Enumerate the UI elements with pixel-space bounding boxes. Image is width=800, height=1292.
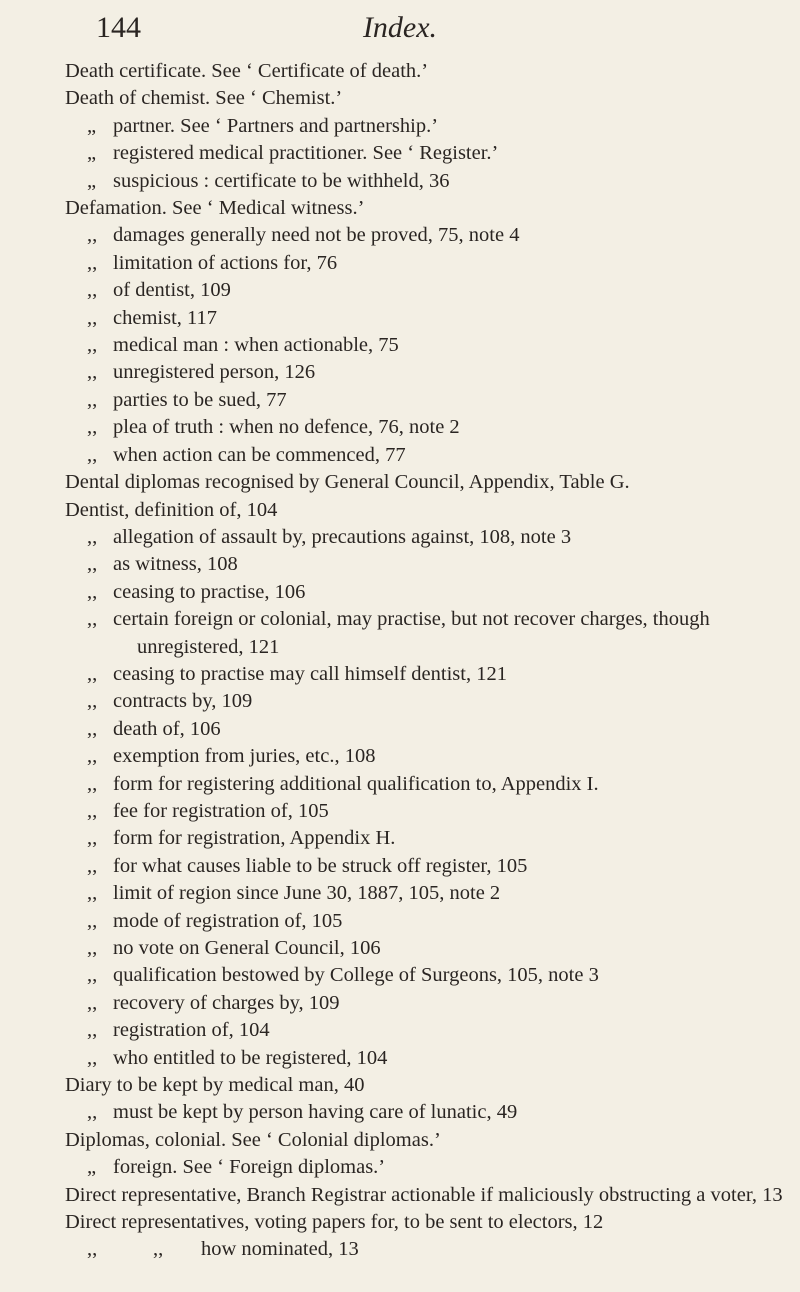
index-entry [65, 58, 785, 85]
entry-text: contracts by, 109 [113, 690, 253, 713]
entry-text: plea of truth : when no defence, 76, note 2 [113, 416, 460, 439]
entry-text: allegation of assault by, precautions against, 108, note 3 [113, 525, 572, 548]
entry-text: exemption from juries, etc., 108 [113, 745, 376, 768]
index-entry [65, 1154, 785, 1181]
index-entry [65, 579, 785, 606]
entry-text: Diplomas, colonial. See ‘ Colonial diplomas.’ [65, 1128, 441, 1151]
index-entry [65, 1209, 785, 1236]
index-entry [65, 962, 785, 989]
entry-text: limitation of actions for, 76 [113, 251, 338, 274]
index-entry [65, 716, 785, 743]
entry-text: death of, 106 [113, 717, 221, 740]
index-entry [65, 771, 785, 798]
ditto-mark: „ [87, 1156, 97, 1179]
index-entry [65, 359, 785, 386]
ditto-mark: ,, [87, 553, 98, 576]
index-entry [65, 935, 785, 962]
index-entry [65, 1127, 785, 1154]
entry-text: partner. See ‘ Partners and partnership.’ [113, 114, 439, 137]
entry-text: parties to be sued, 77 [113, 388, 287, 411]
ditto-mark: ,, [87, 964, 98, 987]
entry-text: suspicious : certificate to be withheld, 36 [113, 169, 450, 192]
ditto-mark: ,, [87, 745, 98, 768]
ditto-mark: ,, [87, 361, 98, 384]
index-entry [65, 469, 785, 496]
ditto-mark: ,, [87, 662, 98, 685]
ditto-mark: ,, [87, 1101, 98, 1124]
ditto-mark: „ [87, 142, 97, 165]
ditto-mark: ,, [87, 909, 98, 932]
index-entry [65, 222, 785, 249]
ditto-mark: ,, [87, 1019, 98, 1042]
entry-text: Death certificate. See ‘ Certificate of death.’ [65, 60, 429, 82]
page-header [96, 8, 704, 48]
ditto-mark: „ [87, 114, 97, 137]
ditto-mark: ,, [87, 772, 98, 795]
index-entry [65, 606, 785, 661]
entry-text: must be kept by person having care of lunatic, 49 [113, 1101, 518, 1124]
entry-text: registration of, 104 [113, 1019, 270, 1042]
ditto-mark: ,, [87, 1046, 98, 1069]
index-entry [65, 908, 785, 935]
entry-text: fee for registration of, 105 [113, 799, 329, 822]
ditto-mark: ,, [87, 690, 98, 713]
ditto-mark: ,, [87, 937, 98, 959]
entry-text: Direct representatives, voting papers for, to be sent to electors, 12 [65, 1211, 604, 1234]
index-entry [65, 1236, 785, 1263]
index-entry [65, 551, 785, 578]
entry-text: Defamation. See ‘ Medical witness.’ [65, 197, 365, 220]
entry-text: qualification bestowed by College of Surgeons, 105, note 3 [113, 964, 599, 987]
entry-text: medical man : when actionable, 75 [113, 334, 399, 357]
page-number: 144 [96, 11, 141, 44]
index-entry [65, 387, 785, 414]
index-entry [65, 113, 785, 140]
entry-text: Dentist, definition of, 104 [65, 498, 278, 521]
ditto-mark: ,, [87, 882, 98, 905]
index-entry [65, 743, 785, 770]
ditto-mark: ,, [87, 525, 98, 548]
entry-text: as witness, 108 [113, 553, 238, 576]
ditto-mark: „ [87, 169, 97, 192]
entry-text: limit of region since June 30, 1887, 105, note 2 [113, 882, 501, 905]
index-entry [65, 168, 785, 195]
ditto-mark: ,, [87, 717, 98, 740]
index-entry [65, 825, 785, 852]
entry-text: ceasing to practise, 106 [113, 580, 306, 603]
index-entry [65, 497, 785, 524]
entry-text: unregistered person, 126 [113, 361, 316, 384]
entry-text: form for registering additional qualification to, Appendix I. [113, 772, 599, 795]
entry-text: ceasing to practise may call himself dentist, 121 [113, 662, 507, 685]
ditto-mark: ,, [87, 854, 98, 877]
ditto-mark: ,, [87, 443, 98, 466]
index-entry [65, 798, 785, 825]
index-entry [65, 414, 785, 441]
ditto-mark: ,, [153, 1238, 164, 1261]
index-entry [65, 688, 785, 715]
entry-text: who entitled to be registered, 104 [113, 1046, 388, 1069]
index-entry [65, 661, 785, 688]
entry-text: mode of registration of, 105 [113, 909, 343, 932]
index-entry [65, 140, 785, 167]
index-entry [65, 1017, 785, 1044]
index-entry [65, 990, 785, 1017]
ditto-mark: ,, [87, 388, 98, 411]
index-entry [65, 524, 785, 551]
entry-text: how nominated, 13 [201, 1238, 359, 1261]
index-entry [65, 305, 785, 332]
index-entry [65, 1045, 785, 1072]
ditto-mark: ,, [87, 1238, 98, 1261]
running-title: Index. [362, 11, 438, 44]
ditto-mark: ,, [87, 416, 98, 439]
entry-text: Death of chemist. See ‘ Chemist.’ [65, 87, 343, 110]
ditto-mark: ,, [87, 991, 98, 1014]
ditto-mark: ,, [87, 608, 98, 631]
entry-text: no vote on General Council, 106 [113, 937, 381, 959]
entry-text: recovery of charges by, 109 [113, 991, 340, 1014]
ditto-mark: ,, [87, 580, 98, 603]
index-entry [65, 195, 785, 222]
index-entry [65, 332, 785, 359]
entry-text: Diary to be kept by medical man, 40 [65, 1074, 365, 1097]
entry-text: certain foreign or colonial, may practise, but not recover charges, though unregistered, 121 [113, 608, 710, 658]
entry-text: registered medical practitioner. See ‘ Register.’ [113, 142, 499, 165]
ditto-mark: ,, [87, 306, 98, 329]
ditto-mark: ,, [87, 279, 98, 302]
index-entry [65, 880, 785, 907]
ditto-mark: ,, [87, 251, 98, 274]
entry-text: when action can be commenced, 77 [113, 443, 406, 466]
index-entry [65, 1099, 785, 1126]
index-entry [65, 442, 785, 469]
entry-text: foreign. See ‘ Foreign diplomas.’ [113, 1156, 386, 1179]
index-list [65, 58, 785, 1264]
ditto-mark: ,, [87, 799, 98, 822]
ditto-mark: ,, [87, 224, 98, 247]
index-entry [65, 85, 785, 112]
index-entry [65, 1182, 785, 1209]
entry-text: for what causes liable to be struck off register, 105 [113, 854, 528, 877]
ditto-mark: ,, [87, 827, 98, 850]
index-entry [65, 250, 785, 277]
entry-text: damages generally need not be proved, 75, note 4 [113, 224, 520, 247]
ditto-mark: ,, [87, 334, 98, 357]
entry-text: Dental diplomas recognised by General Council, Appendix, Table G. [65, 471, 630, 494]
index-entry [65, 277, 785, 304]
index-entry [65, 853, 785, 880]
entry-text: Direct representative, Branch Registrar actionable if maliciously obstructing a voter, 13 [65, 1183, 783, 1206]
index-entry [65, 1072, 785, 1099]
entry-text: of dentist, 109 [113, 279, 231, 302]
entry-text: form for registration, Appendix H. [113, 827, 396, 850]
entry-text: chemist, 117 [113, 306, 218, 329]
